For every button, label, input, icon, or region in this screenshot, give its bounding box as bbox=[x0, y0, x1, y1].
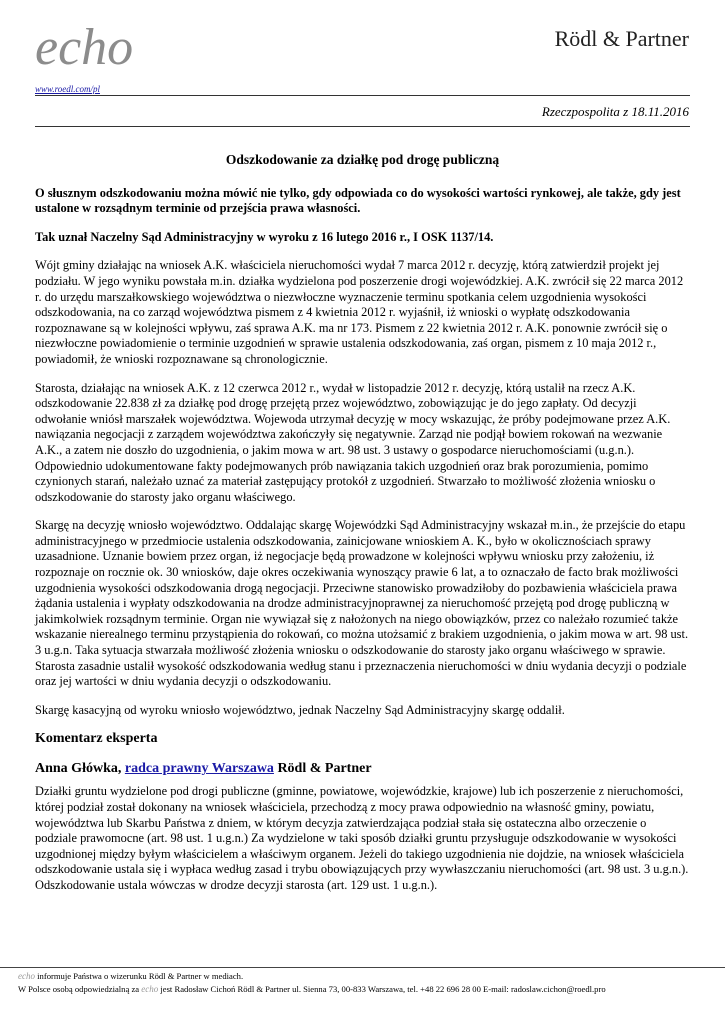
article-content bbox=[35, 152, 690, 907]
article-paragraph: Starosta, działając na wniosek A.K. z 12 czerwca 2012 r., wydał w listopadzie 2012 r. decyzję, którą ustalił na rzecz A.K. odszkodowanie 22.838 zł za działkę pod drogę przejętą przez województwo, zobowiązując je do jego zapłaty. Od decyzji odwołanie wniósł marszałek województwa. Wojewoda utrzymał decyzję w mocy wskazując, że próby podejmowane przez A.K. nawiązania negocjacji z zarządem województwa zakończyły się negatywnie. Zarząd nie podjął bowiem rokowań na wezwanie A.K., a zatem nie doszło do uzgodnienia, o jakim mowa w art. 98 ust. 3 ustawy o gospodarce nieruchomościami (u.g.n.). Odpowiednio udokumentowane fakty podejmowanych prób nawiązania takich uzgodnień oraz brak porozumienia, pomimo czynionych starań, należało uznać za materiał zastępujący protokół z uzgodnień. Stwarzało to możliwość złożenia wniosku o odszkodowanie do starosty jako organu właściwego. bbox=[35, 380, 671, 504]
header-divider bbox=[35, 95, 690, 96]
article-paragraph: Wójt gminy działając na wniosek A.K. właściciela nieruchomości wydał 7 marca 2012 r. decyzję, którą zatwierdził projekt jej podziału. W jego wyniku powstała m.in. działka wydzielona pod poszerzenie drogi wojewódzkiej. A.K. zwrócił się 22 marca 2012 r. do urzędu marszałkowskiego województwa o niezwłoczne wyznaczenie terminu spotkania celem uzgodnienia wysokości odszkodowania, na co zarząd województwa pismem z 4 kwietnia 2012 r. wyjaśnił, iż wnioski o wypłatę odszkodowania rozpoznawane są w kolejności wpływu, zaś sprawa A.K. ma nr 173. Pismem z 22 kwietnia 2012 r. A.K. ponownie zwrócił się o niezwłoczne powiadomienie o terminie uzgodnień w sprawie ustalenia odszkodowania, zaś organ, pismem z 10 maja 2012 r., powiadomił, że wnioski rozpoznawane są chronologicznie. bbox=[35, 258, 684, 366]
footer-divider bbox=[0, 967, 725, 968]
footer-line-1-text: informuje Państwa o wizerunku Rödl & Partner w mediach. bbox=[37, 971, 244, 981]
author-name: Anna Główka, bbox=[35, 761, 122, 777]
header-divider-2 bbox=[35, 126, 690, 127]
article-title: Odszkodowanie za działkę pod drogę publiczną bbox=[225, 152, 500, 167]
footer-echo-mark-2: echo bbox=[141, 984, 159, 994]
article-paragraph: Skargę na decyzję wniosło województwo. Oddalając skargę Wojewódzki Sąd Administracyjny wskazał m.in., że przejście do etapu administracyjnego w przedmiocie ustalenia odszkodowania, zainicjowane wnioskiem A. K., było w okolicznościach sprawy uzasadnione. Uznanie bowiem przez organ, iż negocjacje będą prowadzone w kolejności wpływu wniosku przy założeniu, iż rozpoznaje on rocznie ok. 30 wniosków, daje okres oczekiwania wynoszący prawie 6 lat, a to oznaczało de facto brak możliwości uzgodnienia wysokości odszkodowania drogą negocjacji. Przeciwne stanowisko prowadziłoby do pozbawienia właściciela prawa żądania ustalenia i wypłaty odszkodowania na drodze administracyjnoprawnej za nieruchomość przejętą pod drogę publiczną w jakimkolwiek rozsądnym terminie. Organ nie wywiązał się z nałożonych na niego obowiązków, przez co należało rozumieć także wskazanie nierealnego terminu przystąpienia do rokowań, co można utożsamić z brakiem uzgodnienia, o jakim mowa w art. 98 ust. 3 u.g.n. Taka sytuacja stwarzała możliwość złożenia wniosku o odszkodowanie do starosty jako organu właściwego w sprawie. Starosta zasadnie ustalił wysokość odszkodowania według stanu i przeznaczenia nieruchomości w dniu wydania decyzji o podziale oraz jej wartości w dniu wydania decyzji o odszkodowaniu. bbox=[35, 518, 689, 689]
roedl-partner-logo: Rödl & Partner bbox=[554, 26, 689, 51]
echo-logo: echo bbox=[35, 19, 134, 76]
footer-line-2 bbox=[18, 983, 606, 996]
footer-line-2-pre: W Polsce osobą odpowiedzialną za bbox=[18, 984, 140, 994]
footer-line-2-post: jest Radosław Cichoń Rödl & Partner ul. Sienna 73, 00-833 Warszawa, tel. +48 22 696 28 00 E-mail: radoslaw.cichon@roedl.pro bbox=[160, 984, 606, 994]
commentary-author bbox=[35, 761, 690, 777]
footer-echo-mark: echo bbox=[18, 971, 35, 981]
author-title-link[interactable]: radca prawny Warszawa bbox=[124, 761, 274, 777]
commentary-heading: Komentarz eksperta bbox=[35, 731, 158, 747]
article-paragraph: Skargę kasacyjną od wyroku wniosło województwo, jednak Naczelny Sąd Administracyjny skargę oddalił. bbox=[35, 702, 565, 717]
roedl-url-link[interactable]: www.roedl.com/pl bbox=[35, 84, 100, 94]
footer bbox=[18, 970, 606, 996]
author-firm: Rödl & Partner bbox=[277, 761, 372, 777]
footer-line-1 bbox=[18, 970, 606, 983]
article-lead: O słusznym odszkodowaniu można mówić nie tylko, gdy odpowiada co do wysokości wartości rynkowej, ale także, gdy jest ustalone w rozsądnym terminie od przejścia prawa własności. bbox=[35, 185, 681, 216]
commentary-text: Działki gruntu wydzielone pod drogi publiczne (gminne, powiatowe, wojewódzkie, krajowe) lub ich poszerzenie z nieruchomości, której podział został dokonany na wniosek właściciela, przechodzą z mocy prawa odpowiednio na własność gminy, powiatu, województwa lub Skarbu Państwa z dniem, w którym decyzja zatwierdzająca podział stała się ostateczna albo orzeczenie o podziale prawomocne (art. 98 ust. 1 u.g.n.) Za wydzielone w taki sposób działki gruntu przysługuje odszkodowanie w wysokości uzgodnionej między byłym właścicielem a właściwym organem. Jeżeli do takiego uzgodnienia nie dojdzie, na wniosek właściciela odszkodowanie ustala się i wypłaca według zasad i trybu obowiązujących przy wywłaszczaniu nieruchomości (art. 98 ust. 3 u.g.n.). Odszkodowanie ustala wówczas w drodze decyzji starosta (art. 129 ust. 1 u.g.n.). bbox=[35, 784, 689, 892]
article-ruling: Tak uznał Naczelny Sąd Administracyjny w wyroku z 16 lutego 2016 r., I OSK 1137/14. bbox=[35, 229, 494, 244]
source-date: Rzeczpospolita z 18.11.2016 bbox=[541, 104, 689, 119]
